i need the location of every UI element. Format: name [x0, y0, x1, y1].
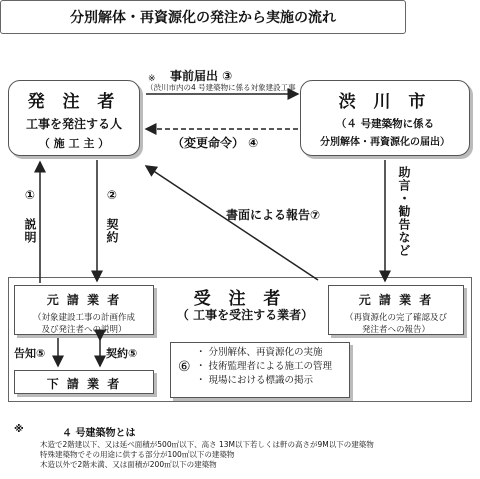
footnote-line: 木造以外で2階未満、又は面積が200㎡以下の建築物 — [40, 460, 217, 469]
footnote-mark: ※ — [14, 424, 24, 435]
tasks-number: ⑥ — [178, 359, 191, 375]
report-arrow — [146, 166, 321, 280]
task-item: ・ 分別解体、再資源化の実施 — [196, 347, 323, 358]
report-label: 書面による報告⑦ — [226, 208, 321, 222]
contractor-sub: （ 工事を受注する業者） — [176, 308, 314, 322]
subcontract-label: 契約⑤ — [106, 347, 138, 360]
notify-label: 告知⑤ — [14, 347, 46, 360]
orderer-line2: （ 施 工 主 ） — [38, 137, 110, 150]
contract-label: ② 契約 — [105, 188, 119, 244]
prior-notice-sublabel: （渋川市内の4 号建築物に係る対象建設工事 — [146, 83, 296, 92]
city-name: 渋 川 市 — [338, 92, 432, 112]
advice-label: 助言・勧告など — [397, 166, 411, 257]
prime-right-line1: （再資源化の完了確認及び — [344, 313, 447, 323]
orderer-line1: 工事を発注する人 — [25, 117, 122, 131]
footnote-line: 特殊建築物でその用途に供する部分が100㎡以下の建築物 — [40, 450, 235, 459]
diagram-title-text: 分別解体・再資源化の発注から実施の流れ — [70, 10, 336, 26]
prime-right-line2: 発注者への報告） — [361, 325, 430, 335]
contractor-name: 受 注 者 — [193, 289, 287, 309]
city-line2: 分別解体・再資源化の届出） — [320, 137, 450, 148]
footnote-line: 木造で2階建以下、又は延べ面積が500㎡以下、高さ 13M以下若しくは軒の高さが9M以下の建築物 — [40, 440, 374, 449]
prime-right-name: 元 請 業 者 — [358, 293, 434, 307]
prime-left-name: 元 請 業 者 — [46, 293, 122, 307]
change-order-label: （変更命令） ④ — [172, 136, 259, 150]
prime-left-line2: 及び発注者への説明） — [41, 325, 127, 335]
city-line1: （４ 号建築物に係る — [335, 118, 435, 130]
task-item: ・ 現場における標識の掲示 — [196, 375, 314, 386]
prior-notice-label: 事前届出 ③ — [170, 69, 233, 83]
orderer-name: 発 注 者 — [27, 92, 121, 112]
subcontractor-name: 下 請 業 者 — [46, 377, 122, 391]
footnote-heading: ４ 号建築物とは — [62, 428, 136, 439]
explain-label: ① 説明 — [23, 188, 37, 244]
prime-left-line1: （対象建設工事の計画作成 — [32, 313, 135, 323]
task-item: ・ 技術監理者による施工の管理 — [196, 361, 333, 372]
prior-mark: ※ — [148, 74, 156, 84]
